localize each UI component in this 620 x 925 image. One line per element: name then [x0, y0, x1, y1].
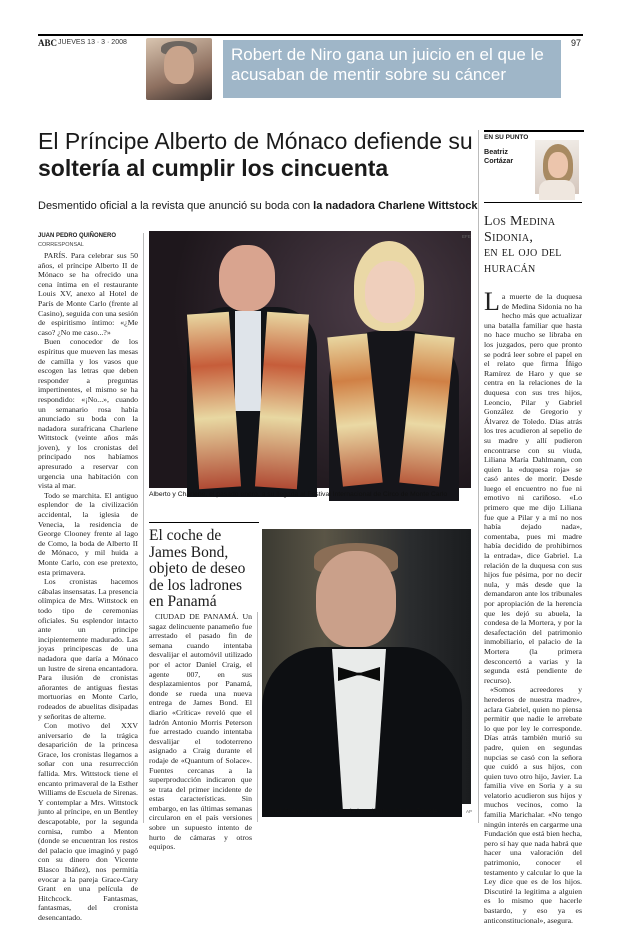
column-headline-line2: en el ojo del huracán: [484, 245, 562, 276]
secondary-rule: [149, 522, 259, 523]
author-photo: [535, 140, 579, 194]
column-section-label: EN SU PUNTO: [484, 130, 584, 141]
article-paragraph: Con motivo del XXV aniversario de la trágica desaparición de la princesa Grace, los cronistas llegamos a soñar con una resurrección fallida. Mrs. Wittstock tiene el encanto primaveral de la Esther Williams de Escuela de Sirenas. Y contemplar a Mrs. Wittstock junto al príncipe, en un Bentley descapotable, por la segunda cornisa, rumbo a Menton (donde se encuentran los restos del palacio que imaginó y pagó con su dinero don Vicente Blasco Ibáñez), nos permitía evocar a la pareja Grace-Cary Grant en una película de Hitchcock. Fantasmas, fantasmas, del cronista desencantado.: [38, 721, 138, 922]
column-headline-line1: Los Medina Sidonia,: [484, 214, 556, 245]
teaser-box[interactable]: [223, 40, 561, 98]
column-headline: [484, 214, 584, 276]
author-photo-face: [548, 152, 568, 178]
photo-man-shirt: [235, 311, 261, 411]
header-rule: [38, 34, 583, 36]
secondary-article-body: [149, 612, 252, 852]
byline: JUAN PEDRO QUIÑONERO: [38, 233, 117, 239]
column-rule: [484, 202, 582, 203]
column-divider: [478, 130, 479, 823]
subhead-bold: la nadadora Charlene Wittstock: [313, 200, 478, 212]
column-divider: [257, 612, 258, 822]
page-number: 97: [571, 38, 582, 48]
subhead-regular: Desmentido oficial a la revista que anunció su boda con: [38, 200, 314, 212]
main-headline: [38, 128, 478, 182]
main-photo-caption: Alberto y Charlene, el pasado enero, a su llegada al Festival Internacional de Circo de Monte Carlo: [149, 491, 448, 498]
article-paragraph: Los cronistas hacemos cábalas insensatas. La presencia olímpica de Mrs. Wittstock en todo tipo de ceremonias oficiales. Su esplendor intacto ante un principe incipientemente madurado. Las joyas principescas de una nadadora que daría a Mónaco un lustre de sirena encantadora. Para ilusión de cronistas añorantes de antiguas fiestas mortuorias en Monte Carlo, rodeados de abuelitas disipadas y señoritas de alterne.: [38, 577, 139, 721]
article-paragraph: PARÍS. Para celebrar sus 50 años, el príncipe Alberto II de Mónaco se ha ofrecido una cena íntima en el restaurante Louis XV, anexo al Hotel de París de Monte Carlo (frente al Casino), seguida con una sesión de espiritismo íntimo: «¿Me caso? ¿No me caso...?»: [38, 251, 138, 337]
main-headline-bold: soltería al cumplir los cincuenta: [38, 155, 389, 181]
article-paragraph: «Somos acreedores y herederos de nuestra madre», aclara Gabriel, quien no piensa permitir que nadie le arrebate lo que por ley le corresponde. Días atrás también murió su padre, quien en segundas nupcias se casó con la señora que cuidó a sus hijos, con quien tuvo otro hijo, Javier. La familia vive en Soria y a su velatorio acudieron sus hijos y muchos vecinos, como la familia Marichalar. «No tengo ningún interés en cargarme una Fundación que está bien hecha, pero sí hay que nada habrá que hacer una valoración del patrimonio, conocer el testamento y calcular lo que la Ley dice que es de los hijos. Discutiré la legitima a alguien es lo mismo que hacerle bastardo, y eso ya es anticonstitucional», asegura.: [484, 685, 582, 925]
byline-role: CORRESPONSAL: [38, 242, 84, 248]
article-paragraph: Buen conocedor de los espíritus que mueven las mesas de camilla y los vasos que escogen las letras que deben responder a preguntas impertinentes, el mismo se ha respondido: «¡No...», cuando un semanario rosa había anunciado su boda con la nadadora surafricana Charlene Wittstock (veinte años más joven), y los cronistas del principado nos habíamos apresurado a reservar con urgencia una habitación con vista al mar.: [38, 337, 138, 491]
main-article-body: [38, 251, 139, 922]
drop-cap: L: [484, 287, 500, 316]
secondary-headline: El coche de James Bond, objeto de deseo de los ladrones en Panamá: [149, 527, 246, 610]
secondary-photo: [262, 529, 471, 804]
author-photo-body: [539, 180, 575, 200]
newspaper-logo: ABC: [38, 38, 58, 48]
column-divider: [143, 233, 144, 823]
secondary-photo-caption: Daniel Craig en una escena de la película «Casino Royale»: [262, 808, 442, 815]
article-paragraph: CIUDAD DE PANAMÁ. Un sagaz delincuente panameño fue arrestado el pasado fin de semana cuando intentaba desvalijar el automóvil utilizado por el actor Daniel Craig, el agente 007, en sus desplazamientos por Panamá, donde se rueda una nueva entrega de James Bond. El diario «Crítica» reveló que el ladrón Antonio Morris Peterson fue arrestado cuando intentaba desvalijar el todoterreno asignado a Craig durante el rodaje de «Quantum of Solace». Fuentes cercanas a la superproducción indicaron que se trata del primer incidente de estas características. Sin embargo, en las últimas semanas circularon en el país versiones sobre un supuesto intento de hurto de cámaras y otros equipos.: [149, 612, 252, 852]
column-author: Beatriz Cortázar: [484, 147, 514, 165]
photo-man-head: [219, 245, 275, 311]
photo-actor-head: [316, 551, 396, 647]
article-paragraph: Todo se marchita. El antiguo esplendor de la civilización accidental, la iglesia de Venecia, la residencia de George Clooney frente al lago de Como, la boda de Alberto II de Mónaco, y mil huida a Monte Carlo, con ese pretexto, esta primavera.: [38, 490, 138, 577]
main-subheadline: [38, 200, 478, 212]
teaser-headline: Robert de Niro gana un juicio en el que le acusaban de mentir sobre su cáncer: [231, 45, 544, 84]
main-headline-regular: El Príncipe Alberto de Mónaco defiende su: [38, 128, 473, 154]
column-paragraph-text: a muerte de la duquesa de Medina Sidonia no ha hecho más que actualizar una batalla familiar que hasta no hace mucho se libraba en los juzgados, pero que pronto se podrá leer sobre el papel en el relato que firma Íñigo Ramírez de Haro y que se centra en la relaciones de la duquesa con sus tres hijos, Leoncio, Pilar y Gabriel González de Gregorio y Álvarez de Toledo. Días atrás los tres acudieron al sepelio de su madre y allí pudieron encontrarse con su viuda, Liliana María Dahlmann, con quien la «duquesa roja» se casó antes de morir. Desde luego el encuentro no fue ni emotivo ni cariñoso. «Lo primero que me dijo Liliana fue que a Pilar y a mí no nos había dejado nada», comentaba, pues mi madre había decidido de prohibirnos la entrada», dice Gabriel. La relación de la duquesa con sus hijos fue pésima, por no decir nula, y más desde que la demandaron ante los tribunales por apropiación de la herencia que les dejó su abuela, la condesa de la Mortera, y por la desafectación del patrimonio inmobiliario, el palacio de la Mortera (la primera desconcertó a varias y la segunda está pendiente de recurso).: [484, 292, 582, 685]
main-photo: [149, 231, 471, 488]
teaser-photo: [146, 38, 212, 100]
main-photo-credit: EFE: [462, 234, 471, 239]
secondary-photo-credit: AP: [466, 809, 473, 814]
photo-woman-head: [365, 261, 415, 323]
dateline: JUEVES 13 · 3 · 2008: [58, 39, 127, 46]
column-first-paragraph: [484, 287, 582, 685]
teaser-photo-face: [164, 46, 194, 84]
column-body: [484, 287, 582, 925]
